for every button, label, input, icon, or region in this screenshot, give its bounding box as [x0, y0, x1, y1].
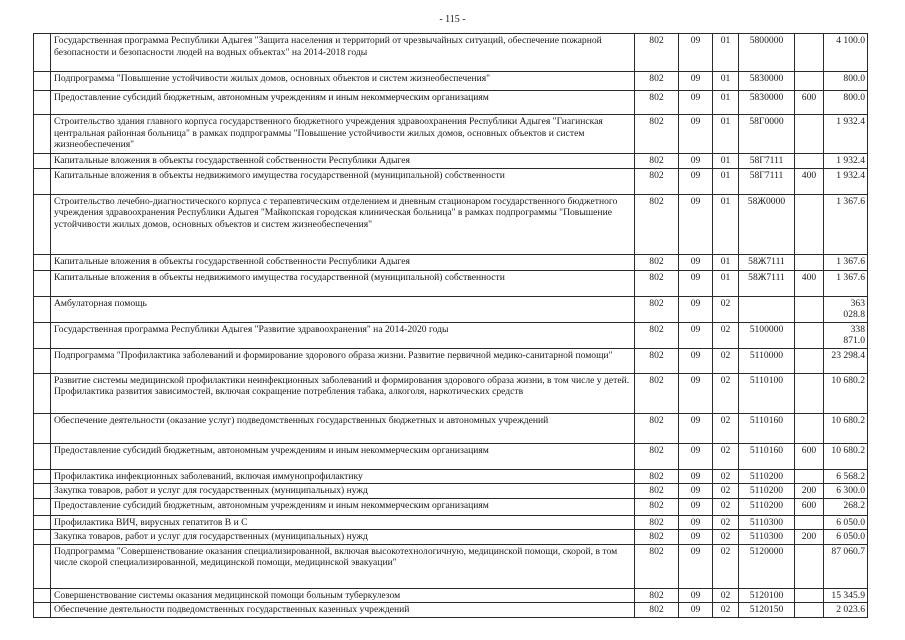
table-row [34, 413, 868, 443]
row-rz-cell: 09 [679, 484, 713, 499]
row-blank-cell [34, 498, 51, 515]
row-vr-cell [795, 348, 824, 373]
table-row [34, 588, 868, 603]
row-amount-cell: 10 680.2 [824, 413, 868, 443]
budget-table [33, 33, 868, 618]
table-row [34, 443, 868, 469]
row-ved-cell: 802 [635, 373, 679, 413]
row-rz-cell: 09 [679, 254, 713, 270]
row-amount-cell: 1 367.6 [824, 270, 868, 296]
row-blank-cell [34, 154, 51, 169]
row-rz-cell: 09 [679, 544, 713, 588]
row-pr-cell: 01 [713, 72, 739, 91]
row-ved-cell: 802 [635, 270, 679, 296]
row-name-cell: Строительство лечебно-диагностического корпуса с терапевтическим отделением и дневным стационаром государственного бюджетного учреждения здравоохранения Республики Адыгея "Майкопская городская клиническая больница" в рамках подпрограммы "Повышение устойчивости жилых домов, основных объектов и систем жизнеобеспечения" [51, 194, 635, 254]
row-name-cell: Обеспечение деятельности (оказание услуг) подведомственных государственных бюджетных и автономных учреждений [51, 413, 635, 443]
row-pr-cell: 02 [713, 484, 739, 499]
table-row [34, 270, 868, 296]
row-ved-cell: 802 [635, 348, 679, 373]
row-csr-cell: 5100000 [739, 322, 795, 348]
row-csr-cell: 5110160 [739, 413, 795, 443]
row-csr-cell: 5110000 [739, 348, 795, 373]
row-vr-cell: 600 [795, 443, 824, 469]
row-pr-cell: 01 [713, 168, 739, 194]
row-blank-cell [34, 322, 51, 348]
row-rz-cell: 09 [679, 469, 713, 484]
row-name-cell: Капитальные вложения в объекты недвижимого имущества государственной (муниципальной) собственности [51, 168, 635, 194]
row-pr-cell: 01 [713, 154, 739, 169]
row-ved-cell: 802 [635, 484, 679, 499]
table-row [34, 34, 868, 72]
row-csr-cell: 5120100 [739, 588, 795, 603]
row-name-cell: Подпрограмма "Повышение устойчивости жилых домов, основных объектов и систем жизнеобеспечения" [51, 72, 635, 91]
row-vr-cell [795, 413, 824, 443]
row-pr-cell: 02 [713, 348, 739, 373]
row-rz-cell: 09 [679, 194, 713, 254]
row-vr-cell [795, 34, 824, 72]
row-rz-cell: 09 [679, 296, 713, 322]
row-pr-cell: 02 [713, 469, 739, 484]
row-vr-cell [795, 254, 824, 270]
row-csr-cell [739, 296, 795, 322]
row-name-cell: Закупка товаров, работ и услуг для государственных (муниципальных) нужд [51, 530, 635, 545]
row-amount-cell: 6 568.2 [824, 469, 868, 484]
row-rz-cell: 09 [679, 322, 713, 348]
row-blank-cell [34, 515, 51, 530]
row-pr-cell: 02 [713, 296, 739, 322]
row-rz-cell: 09 [679, 72, 713, 91]
row-ved-cell: 802 [635, 413, 679, 443]
row-name-cell: Государственная программа Республики Адыгея "Развитие здравоохранения" на 2014-2020 годы [51, 322, 635, 348]
row-pr-cell: 01 [713, 254, 739, 270]
row-amount-cell: 268.2 [824, 498, 868, 515]
row-ved-cell: 802 [635, 154, 679, 169]
row-amount-cell: 363 028.8 [824, 296, 868, 322]
table-row [34, 498, 868, 515]
row-pr-cell: 02 [713, 530, 739, 545]
row-csr-cell: 5110300 [739, 515, 795, 530]
table-row [34, 530, 868, 545]
row-blank-cell [34, 72, 51, 91]
row-name-cell: Государственная программа Республики Адыгея "Защита населения и территорий от чрезвычайных ситуаций, обеспечение пожарной безопасности и безопасности людей на водных объектах" на 2014-2018 годы [51, 34, 635, 72]
row-pr-cell: 02 [713, 322, 739, 348]
row-rz-cell: 09 [679, 515, 713, 530]
row-name-cell: Подпрограмма "Профилактика заболеваний и формирование здорового образа жизни. Развитие первичной медико-санитарной помощи" [51, 348, 635, 373]
row-pr-cell: 02 [713, 515, 739, 530]
row-name-cell: Предоставление субсидий бюджетным, автономным учреждениям и иным некоммерческим организациям [51, 91, 635, 115]
row-name-cell: Совершенствование системы оказания медицинской помощи больным туберкулезом [51, 588, 635, 603]
row-vr-cell: 600 [795, 91, 824, 115]
row-vr-cell [795, 515, 824, 530]
table-row [34, 484, 868, 499]
table-row [34, 515, 868, 530]
row-amount-cell: 10 680.2 [824, 443, 868, 469]
row-csr-cell: 5830000 [739, 72, 795, 91]
row-blank-cell [34, 469, 51, 484]
row-rz-cell: 09 [679, 91, 713, 115]
row-vr-cell [795, 154, 824, 169]
row-rz-cell: 09 [679, 530, 713, 545]
row-vr-cell [795, 72, 824, 91]
row-ved-cell: 802 [635, 443, 679, 469]
page-number: - 115 - [439, 14, 466, 25]
row-vr-cell [795, 469, 824, 484]
table-row [34, 115, 868, 154]
row-rz-cell: 09 [679, 154, 713, 169]
row-name-cell: Обеспечение деятельности подведомственных государственных казенных учреждений [51, 603, 635, 618]
row-name-cell: Предоставление субсидий бюджетным, автономным учреждениям и иным некоммерческим организациям [51, 443, 635, 469]
row-blank-cell [34, 373, 51, 413]
row-csr-cell: 5110200 [739, 498, 795, 515]
row-rz-cell: 09 [679, 373, 713, 413]
row-pr-cell: 02 [713, 588, 739, 603]
row-ved-cell: 802 [635, 254, 679, 270]
row-pr-cell: 02 [713, 373, 739, 413]
row-ved-cell: 802 [635, 588, 679, 603]
row-vr-cell: 200 [795, 530, 824, 545]
table-row [34, 544, 868, 588]
row-csr-cell: 5120150 [739, 603, 795, 618]
row-csr-cell: 5110200 [739, 484, 795, 499]
row-blank-cell [34, 588, 51, 603]
table-row [34, 348, 868, 373]
row-rz-cell: 09 [679, 588, 713, 603]
row-ved-cell: 802 [635, 544, 679, 588]
row-rz-cell: 09 [679, 443, 713, 469]
row-rz-cell: 09 [679, 498, 713, 515]
row-name-cell: Капитальные вложения в объекты государственной собственности Республики Адыгея [51, 154, 635, 169]
row-vr-cell: 400 [795, 168, 824, 194]
row-pr-cell: 01 [713, 115, 739, 154]
row-ved-cell: 802 [635, 296, 679, 322]
row-blank-cell [34, 413, 51, 443]
row-name-cell: Предоставление субсидий бюджетным, автономным учреждениям и иным некоммерческим организациям [51, 498, 635, 515]
row-ved-cell: 802 [635, 194, 679, 254]
row-name-cell: Капитальные вложения в объекты недвижимого имущества государственной (муниципальной) собственности [51, 270, 635, 296]
row-blank-cell [34, 115, 51, 154]
row-amount-cell: 4 100.0 [824, 34, 868, 72]
row-blank-cell [34, 348, 51, 373]
row-vr-cell [795, 544, 824, 588]
row-amount-cell: 1 367.6 [824, 194, 868, 254]
row-amount-cell: 10 680.2 [824, 373, 868, 413]
row-csr-cell: 5110200 [739, 469, 795, 484]
row-csr-cell: 58Г7111 [739, 154, 795, 169]
row-name-cell: Закупка товаров, работ и услуг для государственных (муниципальных) нужд [51, 484, 635, 499]
row-name-cell: Капитальные вложения в объекты государственной собственности Республики Адыгея [51, 254, 635, 270]
row-amount-cell: 23 298.4 [824, 348, 868, 373]
row-name-cell: Подпрограмма "Совершенствование оказания специализированной, включая высокотехнологичную, медицинской помощи, скорой, в том числе скорой специализированной, медицинской помощи, медицинской эвакуации" [51, 544, 635, 588]
row-amount-cell: 800.0 [824, 91, 868, 115]
row-amount-cell: 1 367.6 [824, 254, 868, 270]
row-pr-cell: 02 [713, 413, 739, 443]
row-csr-cell: 5110100 [739, 373, 795, 413]
row-blank-cell [34, 168, 51, 194]
row-vr-cell [795, 115, 824, 154]
row-amount-cell: 2 023.6 [824, 603, 868, 618]
row-csr-cell: 5110300 [739, 530, 795, 545]
row-csr-cell: 5120000 [739, 544, 795, 588]
row-blank-cell [34, 544, 51, 588]
row-blank-cell [34, 34, 51, 72]
row-vr-cell [795, 588, 824, 603]
row-csr-cell: 58Ж0000 [739, 194, 795, 254]
row-ved-cell: 802 [635, 515, 679, 530]
row-pr-cell: 01 [713, 91, 739, 115]
row-blank-cell [34, 254, 51, 270]
row-ved-cell: 802 [635, 530, 679, 545]
row-rz-cell: 09 [679, 603, 713, 618]
table-row [34, 603, 868, 618]
row-vr-cell: 200 [795, 484, 824, 499]
row-amount-cell: 15 345.9 [824, 588, 868, 603]
table-row [34, 296, 868, 322]
row-name-cell: Развитие системы медицинской профилактики неинфекционных заболеваний и формирования здорового образа жизни, в том числе у детей. Профилактика развития зависимостей, включая сокращение потребления табака, алкоголя, наркотических средств [51, 373, 635, 413]
row-amount-cell: 338 871.0 [824, 322, 868, 348]
row-blank-cell [34, 530, 51, 545]
row-blank-cell [34, 296, 51, 322]
budget-table-body [34, 34, 868, 618]
row-csr-cell: 58Г0000 [739, 115, 795, 154]
row-vr-cell: 600 [795, 498, 824, 515]
row-vr-cell [795, 296, 824, 322]
row-rz-cell: 09 [679, 413, 713, 443]
row-name-cell: Профилактика ВИЧ, вирусных гепатитов В и С [51, 515, 635, 530]
row-csr-cell: 58Ж7111 [739, 254, 795, 270]
table-row [34, 469, 868, 484]
row-ved-cell: 802 [635, 603, 679, 618]
row-csr-cell: 5110160 [739, 443, 795, 469]
row-ved-cell: 802 [635, 115, 679, 154]
row-ved-cell: 802 [635, 469, 679, 484]
table-row [34, 72, 868, 91]
row-blank-cell [34, 270, 51, 296]
row-rz-cell: 09 [679, 115, 713, 154]
table-row [34, 168, 868, 194]
row-vr-cell [795, 194, 824, 254]
row-ved-cell: 802 [635, 498, 679, 515]
table-row [34, 373, 868, 413]
table-row [34, 254, 868, 270]
row-csr-cell: 5830000 [739, 91, 795, 115]
row-pr-cell: 02 [713, 603, 739, 618]
row-blank-cell [34, 194, 51, 254]
row-name-cell: Строительство здания главного корпуса государственного бюджетного учреждения здравоохранения Республики Адыгея "Гиагинская центральная районная больница" в рамках подпрограммы "Повышение устойчивости жилых домов, основных объектов и систем жизнеобеспечения" [51, 115, 635, 154]
row-vr-cell [795, 322, 824, 348]
row-amount-cell: 6 300.0 [824, 484, 868, 499]
row-pr-cell: 02 [713, 498, 739, 515]
table-row [34, 91, 868, 115]
row-pr-cell: 02 [713, 443, 739, 469]
row-amount-cell: 6 050.0 [824, 515, 868, 530]
row-pr-cell: 01 [713, 270, 739, 296]
row-vr-cell [795, 373, 824, 413]
row-csr-cell: 58Г7111 [739, 168, 795, 194]
row-vr-cell: 400 [795, 270, 824, 296]
row-csr-cell: 58Ж7111 [739, 270, 795, 296]
table-row [34, 322, 868, 348]
row-ved-cell: 802 [635, 168, 679, 194]
row-pr-cell: 01 [713, 34, 739, 72]
row-rz-cell: 09 [679, 34, 713, 72]
row-amount-cell: 1 932.4 [824, 115, 868, 154]
row-blank-cell [34, 443, 51, 469]
table-row [34, 194, 868, 254]
row-amount-cell: 1 932.4 [824, 168, 868, 194]
row-amount-cell: 800.0 [824, 72, 868, 91]
row-amount-cell: 1 932.4 [824, 154, 868, 169]
row-blank-cell [34, 603, 51, 618]
row-rz-cell: 09 [679, 168, 713, 194]
row-amount-cell: 87 060.7 [824, 544, 868, 588]
row-blank-cell [34, 484, 51, 499]
row-pr-cell: 01 [713, 194, 739, 254]
row-blank-cell [34, 91, 51, 115]
row-csr-cell: 5800000 [739, 34, 795, 72]
row-amount-cell: 6 050.0 [824, 530, 868, 545]
row-rz-cell: 09 [679, 348, 713, 373]
table-row [34, 154, 868, 169]
row-ved-cell: 802 [635, 91, 679, 115]
row-pr-cell: 02 [713, 544, 739, 588]
row-ved-cell: 802 [635, 72, 679, 91]
row-name-cell: Профилактика инфекционных заболеваний, включая иммунопрофилактику [51, 469, 635, 484]
row-vr-cell [795, 603, 824, 618]
row-rz-cell: 09 [679, 270, 713, 296]
row-ved-cell: 802 [635, 322, 679, 348]
row-ved-cell: 802 [635, 34, 679, 72]
row-name-cell: Амбулаторная помощь [51, 296, 635, 322]
